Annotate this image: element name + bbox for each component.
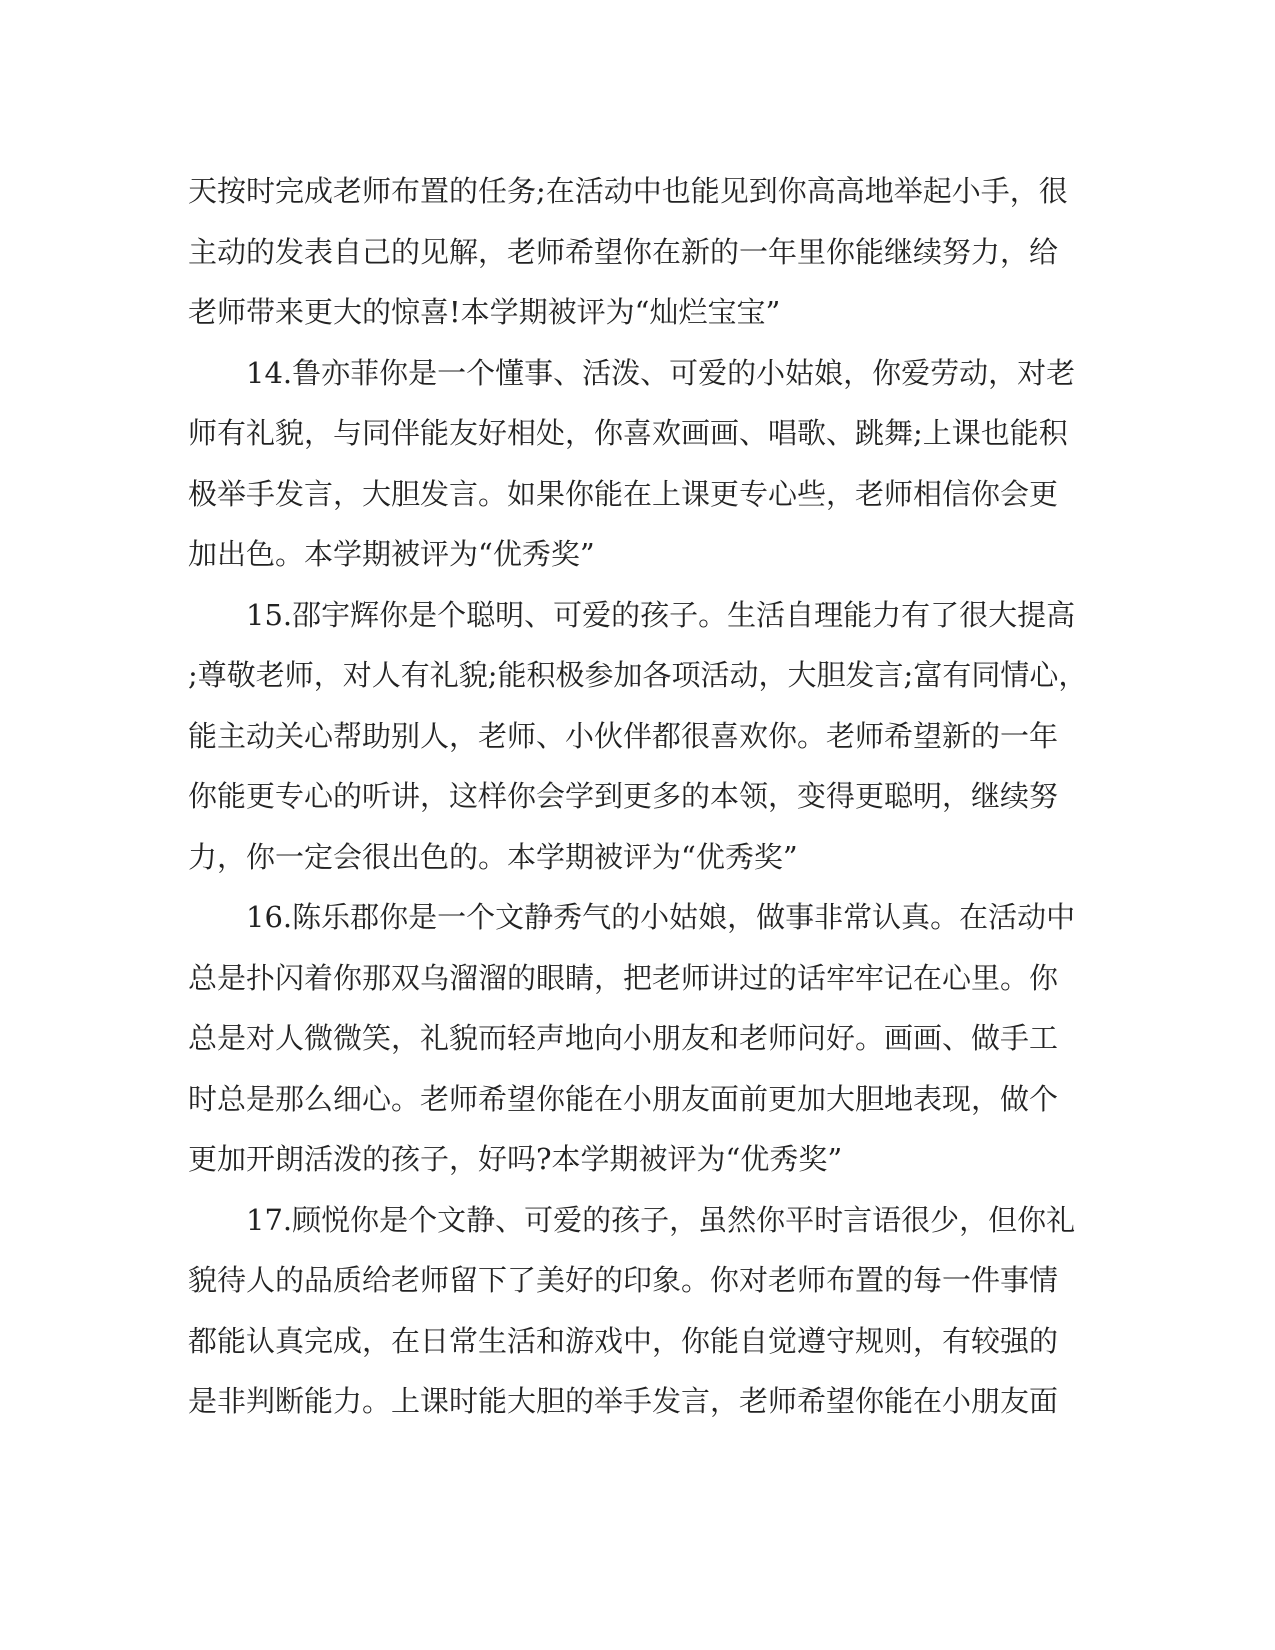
text-line: 能主动关心帮助别人，老师、小伙伴都很喜欢你。老师希望新的一年 bbox=[188, 718, 1059, 753]
text-line: 是非判断能力。上课时能大胆的举手发言，老师希望你能在小朋友面 bbox=[188, 1384, 1059, 1418]
text-line: 力，你一定会很出色的。本学期被评为“优秀奖” bbox=[188, 839, 798, 874]
paragraph-start-line: 15.邵宇辉你是个聪明、可爱的孩子。生活自理能力有了很大提高 bbox=[188, 597, 1076, 632]
text-line: 总是扑闪着你那双乌溜溜的眼睛，把老师讲过的话牢牢记在心里。你 bbox=[188, 960, 1059, 995]
text-line: 师有礼貌，与同伴能友好相处，你喜欢画画、唱歌、跳舞;上课也能积 bbox=[188, 416, 1068, 450]
text-line: 貌待人的品质给老师留下了美好的印象。你对老师布置的每一件事情 bbox=[188, 1263, 1059, 1297]
text-line: 时总是那么细心。老师希望你能在小朋友面前更加大胆地表现，做个 bbox=[188, 1081, 1059, 1116]
text-line: ;尊敬老师，对人有礼貌;能积极参加各项活动，大胆发言;富有同情心， bbox=[188, 658, 1088, 692]
paragraph-start-line: 17.顾悦你是个文静、可爱的孩子，虽然你平时言语很少，但你礼 bbox=[188, 1202, 1076, 1237]
text-line: 主动的发表自己的见解，老师希望你在新的一年里你能继续努力，给 bbox=[188, 234, 1059, 269]
document-body bbox=[188, 161, 1088, 1432]
text-line: 都能认真完成，在日常生活和游戏中，你能自觉遵守规则，有较强的 bbox=[188, 1323, 1059, 1358]
text-line: 老师带来更大的惊喜!本学期被评为“灿烂宝宝” bbox=[188, 295, 781, 329]
text-line: 天按时完成老师布置的任务;在活动中也能见到你高高地举起小手，很 bbox=[188, 174, 1068, 208]
text-line: 加出色。本学期被评为“优秀奖” bbox=[188, 537, 595, 571]
text-line: 更加开朗活泼的孩子，好吗?本学期被评为“优秀奖” bbox=[188, 1142, 843, 1176]
text-line: 极举手发言，大胆发言。如果你能在上课更专心些，老师相信你会更 bbox=[188, 476, 1059, 511]
text-line: 你能更专心的听讲，这样你会学到更多的本领，变得更聪明，继续努 bbox=[188, 779, 1059, 813]
text-line: 总是对人微微笑，礼貌而轻声地向小朋友和老师问好。画画、做手工 bbox=[188, 1021, 1059, 1055]
paragraph-start-line: 14.鲁亦菲你是一个懂事、活泼、可爱的小姑娘，你爱劳动，对老 bbox=[188, 355, 1076, 390]
paragraph-start-line: 16.陈乐郡你是一个文静秀气的小姑娘，做事非常认真。在活动中 bbox=[188, 900, 1076, 934]
